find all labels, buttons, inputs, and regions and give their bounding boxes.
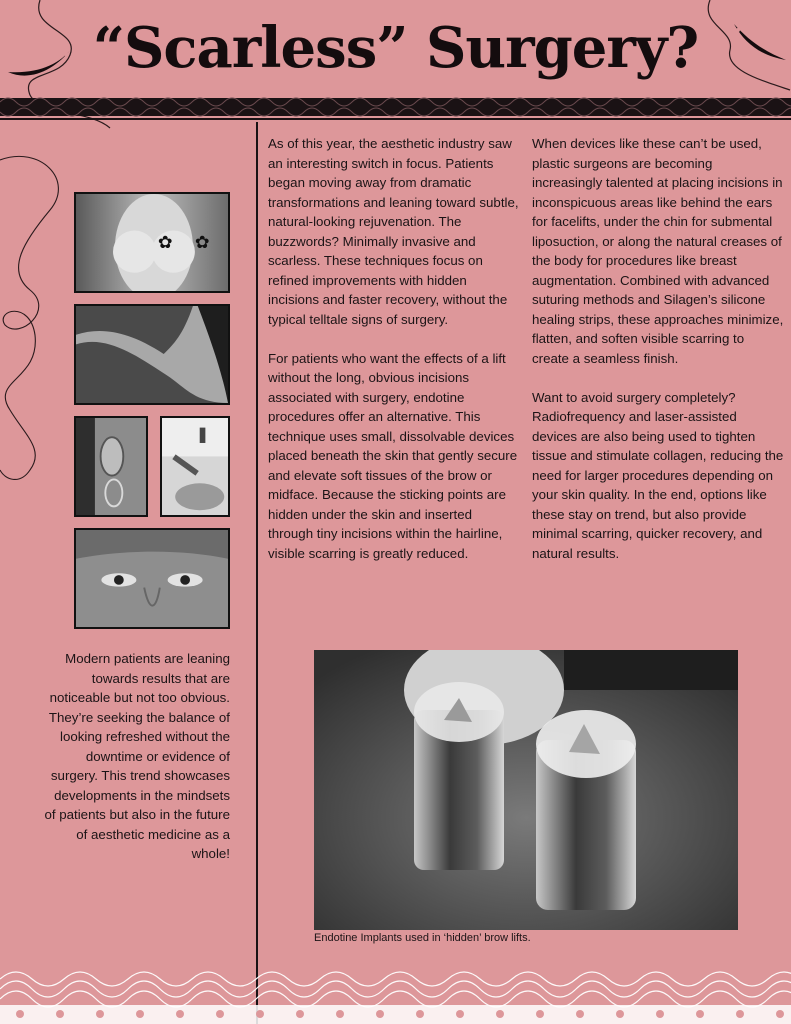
photo-caption: Endotine Implants used in ‘hidden’ brow lifts. — [314, 932, 531, 944]
lace-border-top — [0, 92, 791, 122]
article-paragraph: When devices like these can’t be used, plastic surgeons are becoming increasingly talented at placing incisions in inconspicuous areas like behind the ears for facelifts, under the chin for submental liposuction, or along the natural creases of the body for procedures like breast augmentation. Combined with advanced suturing methods and Silagen’s silicone healing strips, these approaches minimize, flatten, and soften visible scarring to create a seamless finish. — [532, 136, 784, 366]
article-paragraph: As of this year, the aesthetic industry saw an interesting switch in focus. Patients began moving away from dramatic transformations and leaning toward subtle, natural-looking rejuvenation. The buzzwords? Minimally invasive and scarless. These techniques focus on refined improvements with hidden incisions and faster recovery, without the typical telltale signs of surgery. — [268, 136, 519, 327]
thread-swirl-left-icon — [0, 150, 80, 490]
photo-procedure — [160, 416, 230, 517]
article-column-2 — [532, 134, 784, 583]
sidebar-text: Modern patients are leaning towards results that are noticeable but not too obvious. They’re seeking the balance of looking refreshed without the downtime or evidence of surgery. This trend showcases developments in the mindsets of patients but also in the future of aesthetic medicine as a whole! — [44, 651, 230, 861]
photo-torso — [74, 192, 230, 293]
column-divider — [256, 122, 258, 1024]
photo-endotine-implants — [314, 650, 738, 930]
article-column-1 — [268, 134, 520, 583]
svg-text:✿: ✿ — [194, 232, 210, 253]
article-paragraph: For patients who want the effects of a lift without the long, obvious incisions associated with surgery, endotine procedures offer an alternative. This technique uses small, dissolvable devices placed beneath the skin that gently secure and elevate soft tissues of the brow or midface. Because the sticking points are hidden under the skin and inserted through tiny incisions within the hairline, visible scarring is greatly reduced. — [268, 350, 518, 561]
page-title: “Scarless” Surgery? — [92, 15, 699, 81]
lace-border-bottom — [0, 965, 791, 1024]
photo-eyes — [74, 528, 230, 629]
photo-jawline — [74, 304, 230, 405]
svg-text:✿: ✿ — [157, 232, 173, 253]
photo-ear — [74, 416, 148, 517]
article-paragraph: Want to avoid surgery completely? Radiofrequency and laser-assisted devices are also being used to tighten tissue and stimulate collagen, reducing the need for larger procedures depending on your skin quality. In the end, options like these stay on trend, but also provide minimal scarring, quicker recovery, and natural results. — [532, 389, 784, 561]
